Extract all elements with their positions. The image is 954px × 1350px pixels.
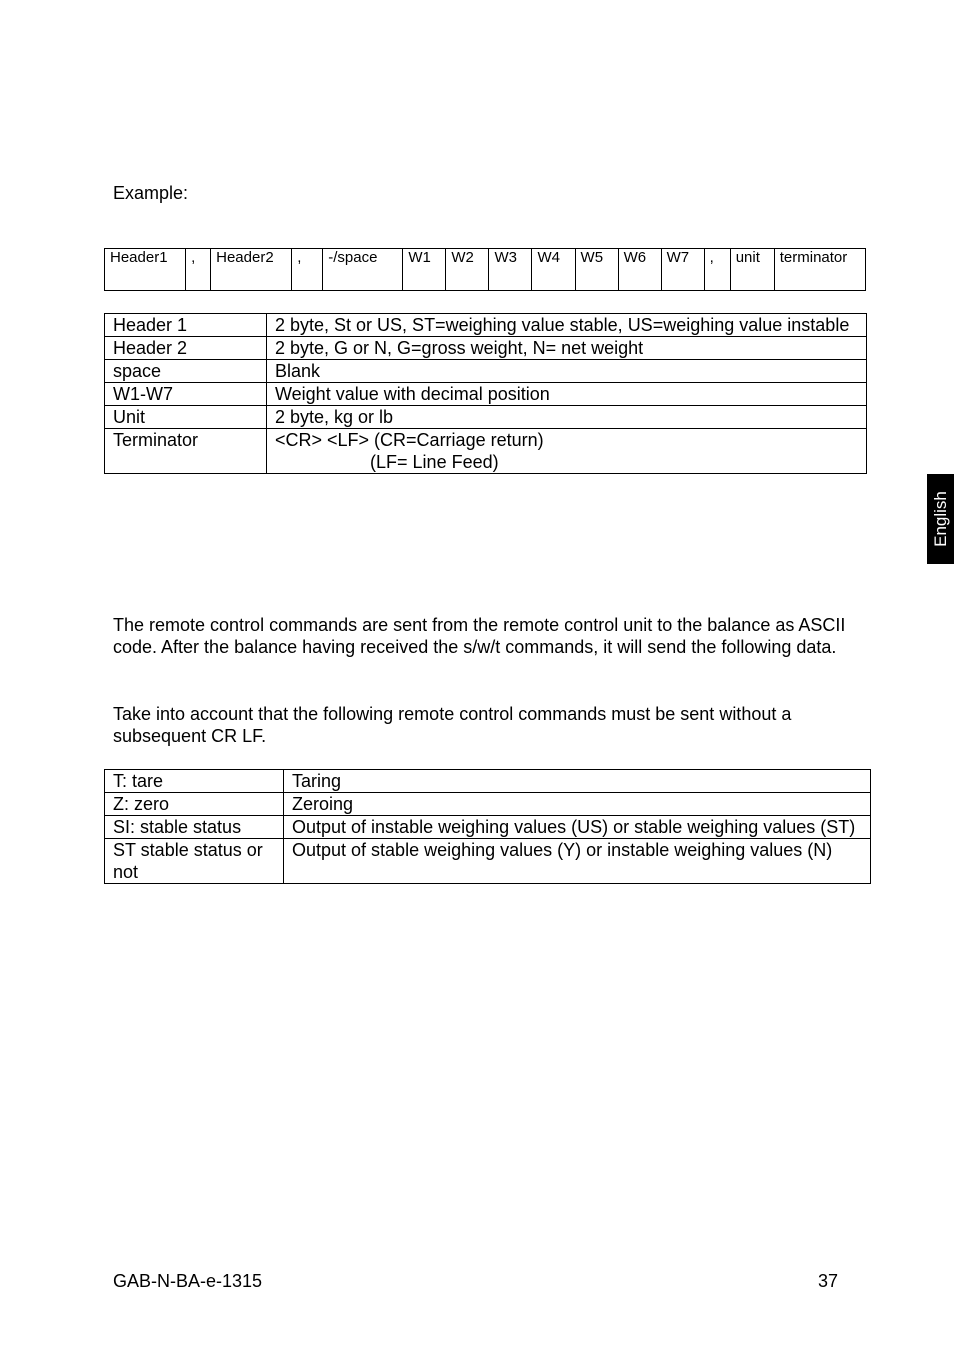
- format-cell: W3: [489, 249, 532, 291]
- format-cell: W7: [661, 249, 704, 291]
- field-name: Terminator: [105, 429, 267, 474]
- format-cell: W5: [575, 249, 618, 291]
- table-row: [105, 429, 867, 474]
- command-desc: Output of instable weighing values (US) or stable weighing values (ST): [284, 816, 871, 839]
- field-desc: Weight value with decimal position: [267, 383, 867, 406]
- table-row: [105, 816, 871, 839]
- field-desc: <CR> <LF> (CR=Carriage return) (LF= Line Feed): [267, 429, 867, 474]
- table-row: [105, 314, 867, 337]
- command-name: T: tare: [105, 770, 284, 793]
- paragraph-no-crlf: Take into account that the following remote control commands must be sent without a subsequent CR LF.: [113, 704, 792, 746]
- command-name: ST stable status or not: [105, 839, 284, 884]
- format-cell: W6: [618, 249, 661, 291]
- format-cell: W4: [532, 249, 575, 291]
- field-name: Unit: [105, 406, 267, 429]
- table-row: [105, 406, 867, 429]
- command-name: Z: zero: [105, 793, 284, 816]
- format-row: [105, 249, 866, 291]
- field-desc: 2 byte, St or US, ST=weighing value stable, US=weighing value instable: [267, 314, 867, 337]
- format-cell: terminator: [774, 249, 865, 291]
- command-name: SI: stable status: [105, 816, 284, 839]
- command-desc: Output of stable weighing values (Y) or instable weighing values (N): [284, 839, 871, 884]
- table-row: [105, 839, 871, 884]
- format-cell: ,: [704, 249, 730, 291]
- paragraph-remote-commands: The remote control commands are sent from the remote control unit to the balance as ASCII code. After the balance having received the s/w/t commands, it will send the following data.: [113, 615, 846, 657]
- field-name: space: [105, 360, 267, 383]
- language-tab: [927, 474, 954, 564]
- command-desc: Taring: [284, 770, 871, 793]
- language-tab-label: English: [930, 491, 950, 547]
- field-name: W1-W7: [105, 383, 267, 406]
- table-row: [105, 383, 867, 406]
- field-desc: Blank: [267, 360, 867, 383]
- footer-doc-id: GAB-N-BA-e-1315: [113, 1271, 263, 1291]
- field-desc: 2 byte, G or N, G=gross weight, N= net weight: [267, 337, 867, 360]
- fields-table: [104, 313, 867, 474]
- example-label: Example:: [113, 183, 189, 203]
- format-cell: unit: [730, 249, 774, 291]
- field-name: Header 1: [105, 314, 267, 337]
- format-cell: Header2: [211, 249, 292, 291]
- format-cell: W2: [446, 249, 489, 291]
- table-row: [105, 770, 871, 793]
- format-cell: ,: [292, 249, 323, 291]
- table-row: [105, 360, 867, 383]
- data-format-table: [104, 248, 866, 291]
- format-cell: -/space: [323, 249, 403, 291]
- table-row: [105, 337, 867, 360]
- format-cell: W1: [403, 249, 446, 291]
- command-desc: Zeroing: [284, 793, 871, 816]
- commands-table: [104, 769, 871, 884]
- field-name: Header 2: [105, 337, 267, 360]
- table-row: [105, 793, 871, 816]
- format-cell: Header1: [105, 249, 186, 291]
- field-desc: 2 byte, kg or lb: [267, 406, 867, 429]
- format-cell: ,: [186, 249, 211, 291]
- footer-page-number: 37: [818, 1271, 839, 1291]
